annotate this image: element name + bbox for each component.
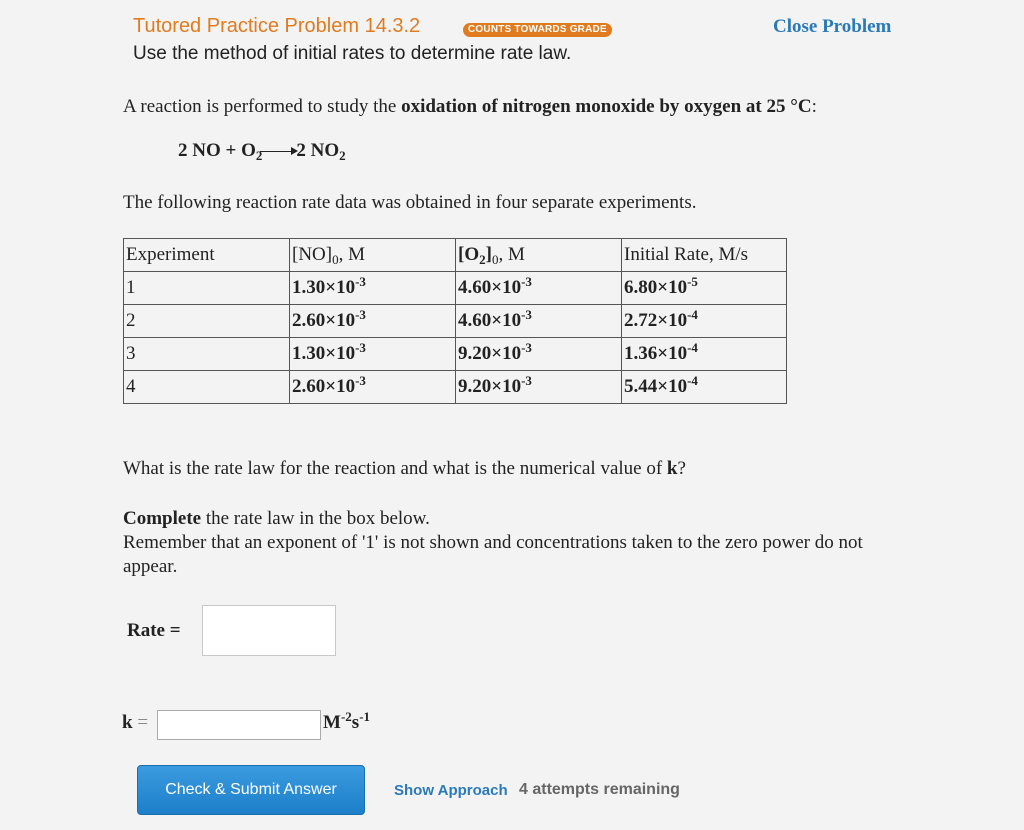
cell-o2: $9.20\times 10^{-3}$ <box>456 371 622 404</box>
cell-experiment: 4 <box>124 371 290 404</box>
intro-text <box>123 96 817 118</box>
intro-bold: oxidation of nitrogen monoxide by oxygen at 25 °C <box>401 96 812 117</box>
table-row <box>124 305 787 338</box>
equation-products: 2 NO <box>296 140 340 161</box>
k-value-input[interactable] <box>157 710 321 740</box>
cell-o2: $4.60\times 10^{-3}$ <box>456 305 622 338</box>
show-approach-link[interactable]: Show Approach <box>394 782 508 799</box>
instructions-bold: Complete <box>123 508 202 529</box>
equation-reactant-sub: 2 <box>255 148 263 163</box>
table-row <box>124 272 787 305</box>
cell-experiment: 2 <box>124 305 290 338</box>
cell-experiment: 1 <box>124 272 290 305</box>
cell-no: $1.30\times 10^{-3}$ <box>290 272 456 305</box>
attempts-remaining: 4 attempts remaining <box>519 781 680 798</box>
data-intro-text: The following reaction rate data was obtained in four separate experiments. <box>123 192 697 213</box>
check-submit-button[interactable]: Check & Submit Answer <box>137 765 365 815</box>
intro-prefix: A reaction is performed to study the <box>123 96 402 117</box>
k-unit: $M^{-2}s^{-1}$ <box>323 709 371 733</box>
table-header-row <box>124 239 787 272</box>
rate-data-table <box>123 238 787 404</box>
table-row <box>124 338 787 371</box>
instructions-line2: Remember that an exponent of '1' is not shown and concentrations taken to the zero power do not appear. <box>123 532 863 577</box>
table-row <box>124 371 787 404</box>
question-text: What is the rate law for the reaction and what is the numerical value of k? <box>123 458 686 479</box>
reaction-arrow-icon <box>260 151 296 152</box>
grade-badge: COUNTS TOWARDS GRADE <box>463 23 612 37</box>
cell-rate: $6.80\times 10^{-5}$ <box>622 272 787 305</box>
cell-no: $1.30\times 10^{-3}$ <box>290 338 456 371</box>
cell-o2: $9.20\times 10^{-3}$ <box>456 338 622 371</box>
header-o2: $[O_2]_0$, M <box>456 239 622 272</box>
rate-label: Rate = <box>127 620 181 641</box>
close-problem-link[interactable]: Close Problem <box>773 16 892 37</box>
cell-rate: $5.44\times 10^{-4}$ <box>622 371 787 404</box>
rate-law-input-box[interactable] <box>202 605 336 656</box>
cell-rate: $2.72\times 10^{-4}$ <box>622 305 787 338</box>
problem-title: Tutored Practice Problem 14.3.2 <box>133 15 421 37</box>
cell-experiment: 3 <box>124 338 290 371</box>
instructions-text: Complete the rate law in the box below. Remember that an exponent of '1' is not shown and concentrations taken to the zero power do not appear. <box>123 508 863 577</box>
intro-suffix: : <box>811 96 817 117</box>
cell-o2: $4.60\times 10^{-3}$ <box>456 272 622 305</box>
cell-no: $2.60\times 10^{-3}$ <box>290 371 456 404</box>
cell-rate: $1.36\times 10^{-4}$ <box>622 338 787 371</box>
equation-reactants: 2 NO + O <box>178 140 256 161</box>
header-no: $[NO]_0$, M <box>290 239 456 272</box>
header-experiment: Experiment <box>124 239 290 272</box>
cell-no: $2.60\times 10^{-3}$ <box>290 305 456 338</box>
reaction-equation <box>178 140 346 162</box>
equation-product-sub: 2 <box>339 148 346 163</box>
header-rate: Initial Rate, M/s <box>622 239 787 272</box>
k-label: k = <box>122 712 149 733</box>
problem-subtitle: Use the method of initial rates to determine rate law. <box>133 43 572 64</box>
